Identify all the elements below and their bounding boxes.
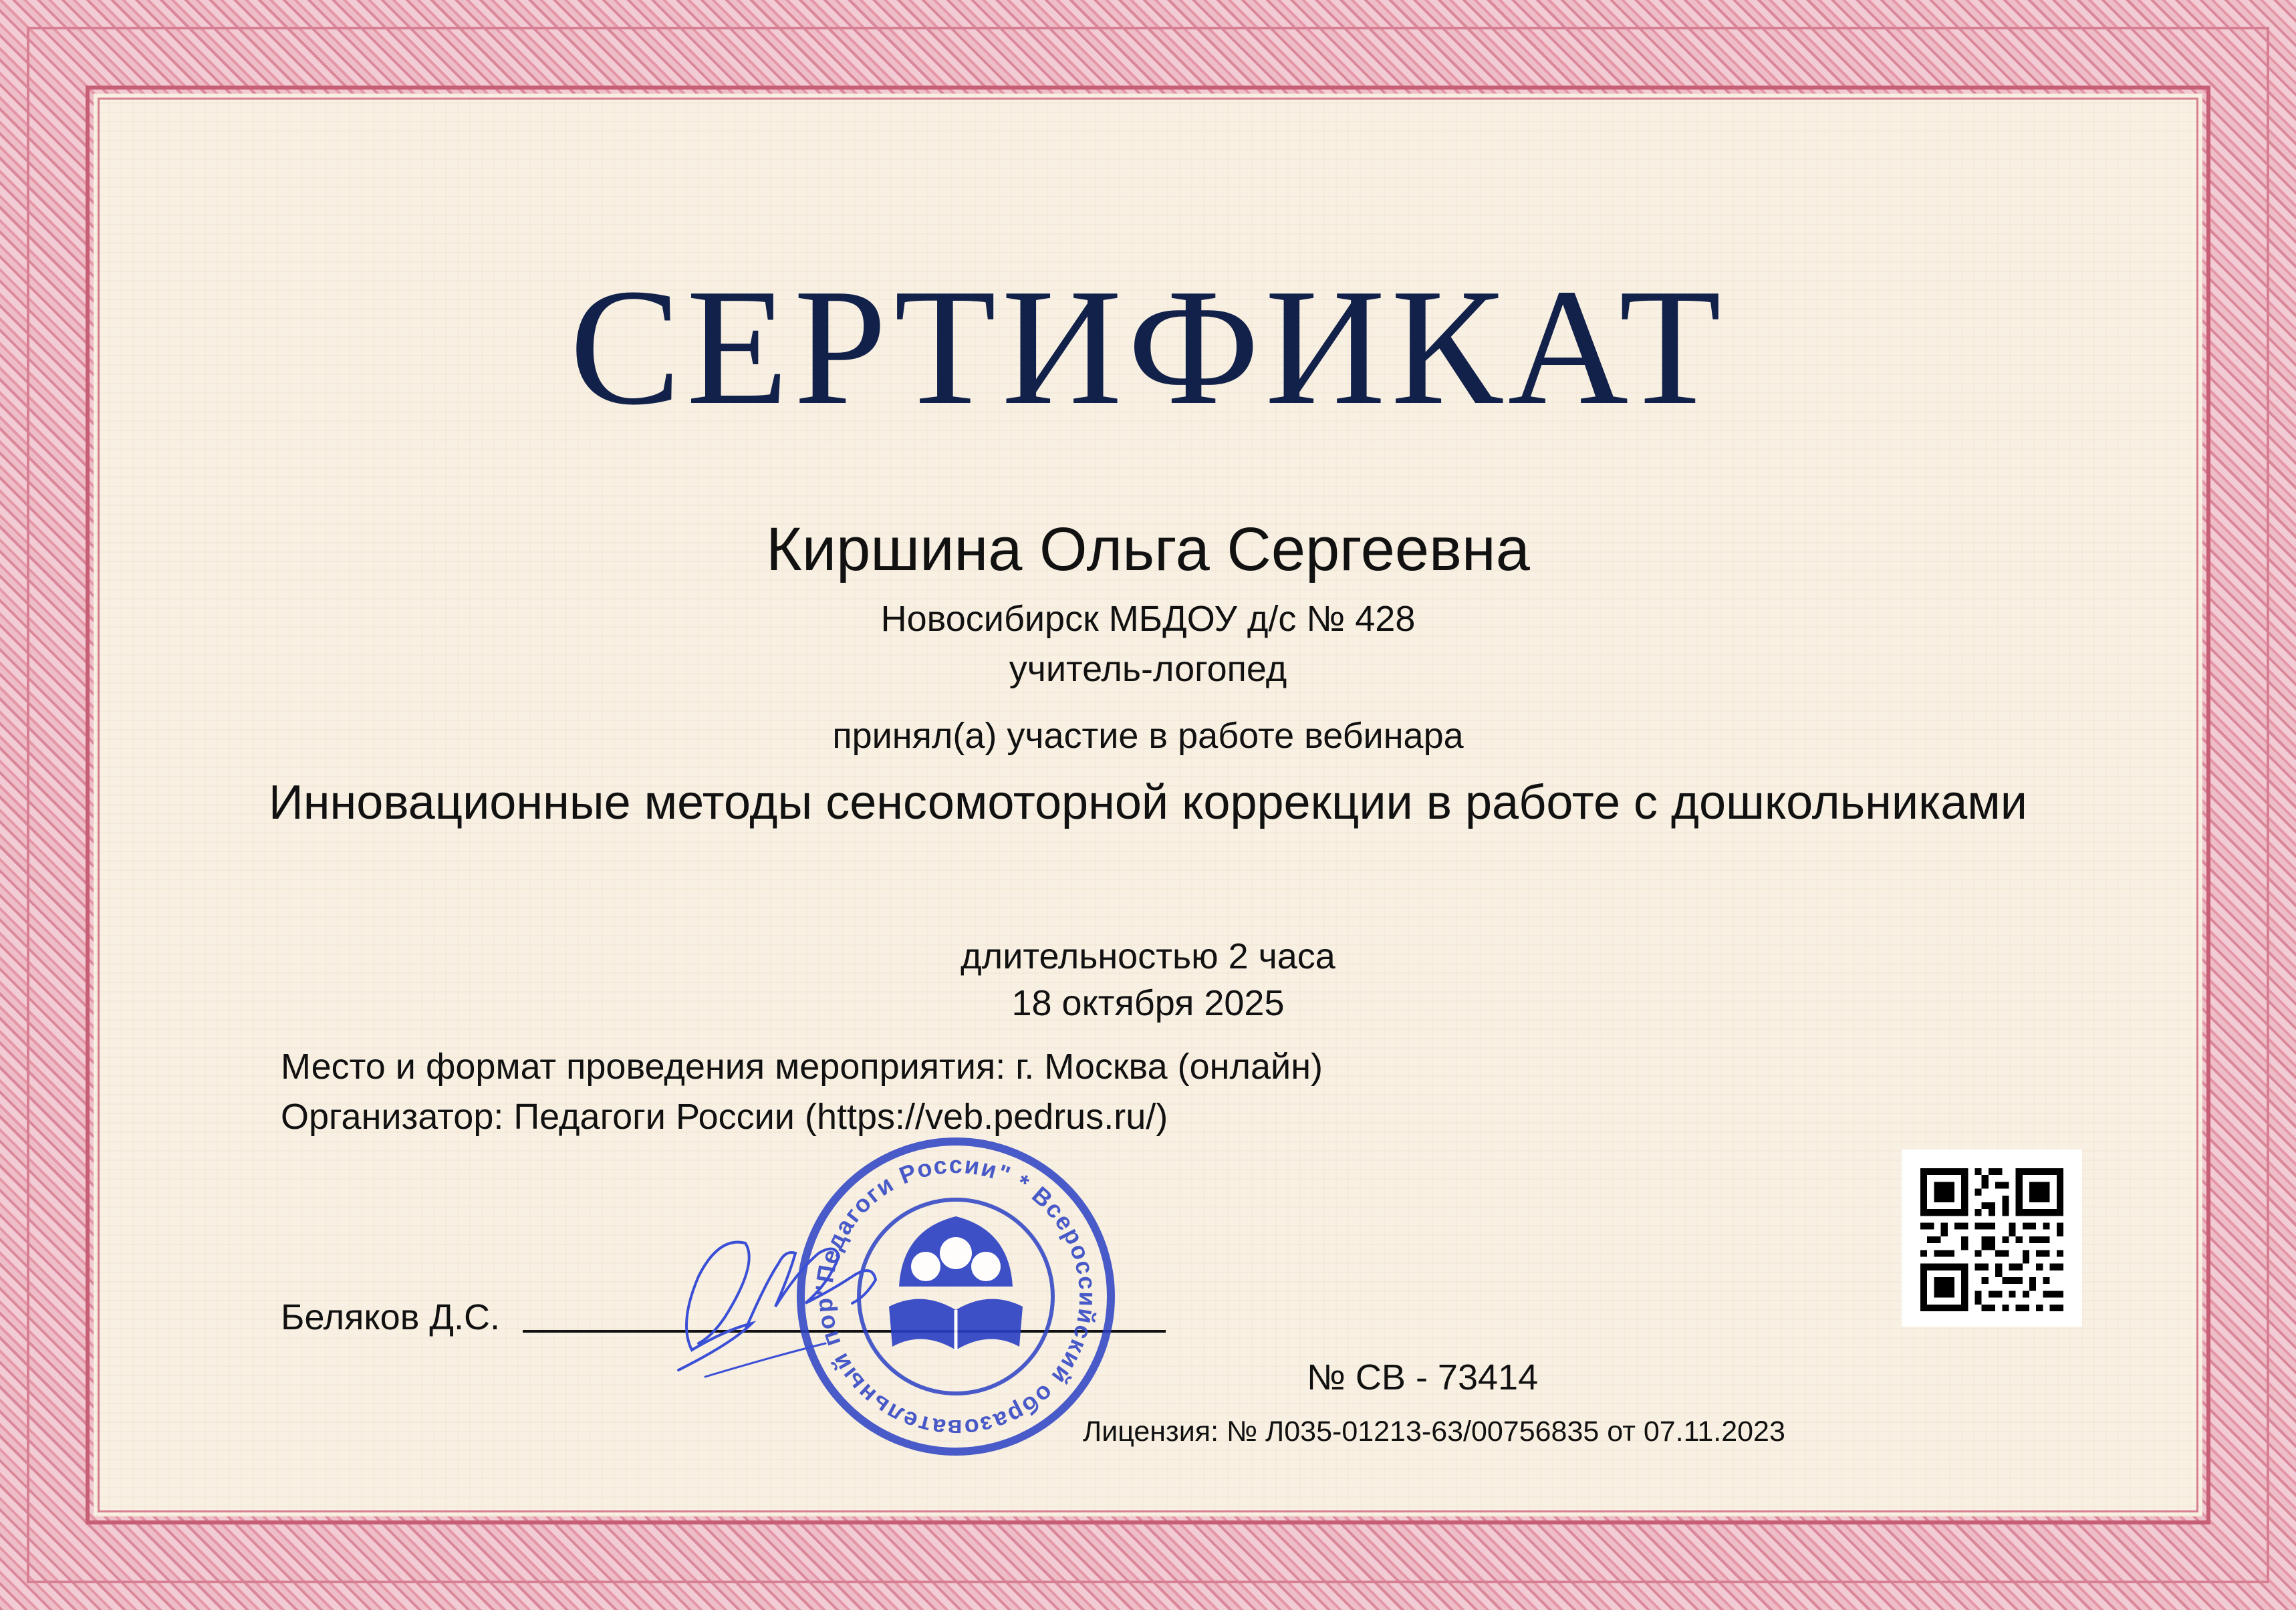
certificate-number: № СВ - 73414 [1307, 1357, 1539, 1397]
webinar-duration: длительностью 2 часа [961, 936, 1335, 976]
signer-name: Беляков Д.С. [281, 1297, 500, 1337]
signature-icon [652, 1190, 932, 1393]
event-organizer: Организатор: Педагоги России (https://veb.pedrus.ru/) [281, 1097, 1168, 1137]
event-venue: Место и формат проведения мероприятия: г. Москва (онлайн) [281, 1047, 1323, 1087]
recipient-organization: Новосибирск МБДОУ д/с № 428 [880, 599, 1416, 639]
recipient-position: учитель-логопед [1009, 649, 1287, 689]
recipient-name: Киршина Ольга Сергеевна [766, 515, 1530, 583]
certificate-title: СЕРТИФИКАТ [569, 255, 1727, 440]
license-info: Лицензия: № Л035-01213-63/00756835 от 07.11.2023 [1083, 1416, 1785, 1448]
qr-code-icon[interactable] [1902, 1150, 2082, 1327]
webinar-date: 18 октября 2025 [1011, 983, 1285, 1023]
stamp-ring-text: "Педагоги России" * Всероссийский образовательный пор [809, 1150, 1102, 1443]
participation-text: принял(а) участие в работе вебинара [832, 716, 1464, 756]
webinar-title: Инновационные методы сенсомоторной коррекции в работе с дошкольниками [269, 776, 2027, 829]
